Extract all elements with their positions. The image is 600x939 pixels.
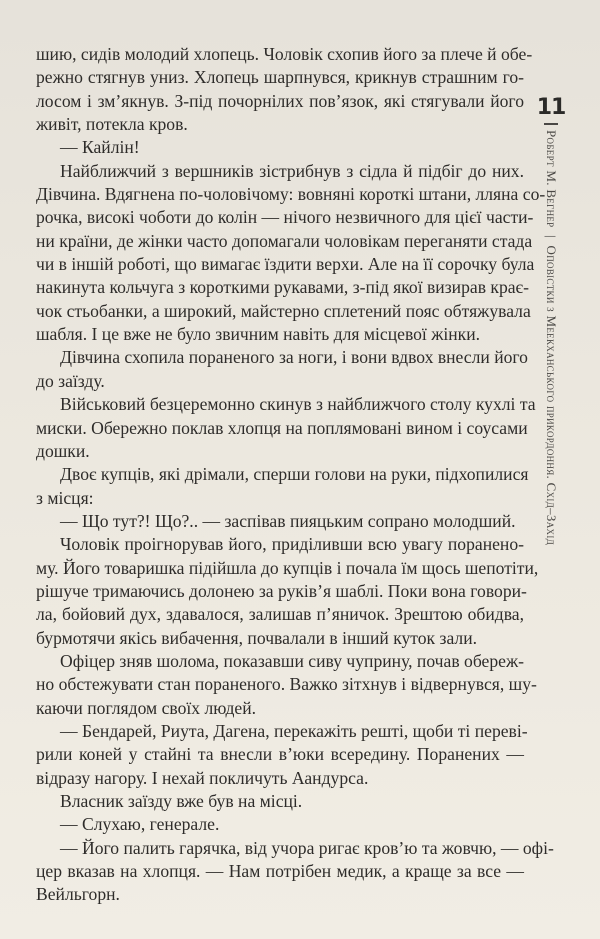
book-title: Оповістки з Меекханського прикордоння. Схід–Захід	[544, 245, 559, 546]
text-line: Дівчина. Вдягнена по-чоловічому: вовняні короткі штани, лляна со-	[36, 184, 546, 205]
text-line: рішуче тримаючись долонею за руків’я шаблі. Поки вона говори-	[36, 580, 527, 601]
text-line: з місця:	[36, 487, 94, 508]
text-line: шабля. І це вже не було звичним навіть для місцевої жінки.	[36, 324, 481, 345]
text-line: рочка, високі чоботи до колін — нічого незвичного для цієї части-	[36, 207, 534, 228]
text-line: — Кайлін!	[60, 137, 140, 158]
text-line: миски. Обережно поклав хлопця на поплямовані вином і соусами	[36, 417, 528, 438]
text-line: ни країни, де жінки часто допомагали чоловікам переганяти стада	[36, 230, 533, 251]
page-number: 11	[536, 95, 566, 120]
text-line: бурмотячи якісь вибачення, почвалали в інший куток зали.	[36, 627, 478, 648]
text-line: Двоє купців, які дрімали, сперши голови на руки, підхопилися	[60, 464, 529, 485]
separator: |	[544, 235, 559, 238]
author-name: Роберт М. Вегнер	[544, 130, 559, 228]
text-line: — Його палить гарячка, від учора ригає кров’ю та жовчю, — офі-	[60, 837, 554, 858]
text-line: — Бендарей, Риута, Дагена, перекажіть решті, щоби ті переві-	[60, 720, 528, 741]
text-line: чи в іншій роботі, що вимагає їздити верхи. Але на її сорочку була	[36, 254, 535, 275]
text-line: рили коней у стайні та внесли в’юки всередину. Поранених —	[36, 744, 524, 765]
text-line: Чоловік проігнорував його, приділивши всю увагу поранено-	[60, 534, 524, 555]
running-head-text	[544, 130, 558, 545]
text-line: накинута кольчуга з короткими рукавами, з-під якої визирав крає-	[36, 277, 529, 298]
text-line: Найближчий з вершників зістрибнув з сідла й підбіг до них.	[60, 160, 524, 181]
text-line: живіт, потекла кров.	[36, 114, 188, 135]
text-line: Власник заїзду вже був на місці.	[60, 791, 303, 811]
divider	[544, 123, 558, 125]
text-line: ла, бойовий дух, здавалося, залишав п’яничок. Зрештою обидва,	[36, 604, 524, 625]
text-line: Офіцер зняв шолома, показавши сиву чуприну, почав обереж-	[60, 650, 524, 671]
text-line: режно стягнув униз. Хлопець шарпнувся, крикнув страшним го-	[36, 67, 524, 88]
text-line: му. Його товаришка підійшла до купців і почала їм щось шепотіти,	[36, 557, 539, 578]
text-line: Дівчина схопила пораненого за ноги, і вони вдвох внесли його	[60, 347, 528, 368]
text-line: відразу нагору. І нехай покличуть Аандурса.	[36, 767, 369, 788]
text-line: чок стьобанки, а широкий, майстерно сплетений пояс обтяжувала	[36, 300, 531, 321]
text-line: дошки.	[36, 440, 90, 461]
running-head	[536, 95, 566, 546]
text-line: но обстежувати стан пораненого. Важко зітхнув і відвернувся, шу-	[36, 674, 537, 695]
text-line: цер вказав на хлопця. — Нам потрібен медик, а краще за все —	[36, 861, 524, 882]
text-line: лосом і зм’якнув. З-під почорнілих пов’язок, які стягували його	[36, 90, 524, 111]
text-line: Військовий безцеремонно скинув з найближчого столу кухлі та	[60, 394, 536, 415]
text-line: до заїзду.	[36, 370, 105, 391]
text-line: — Слухаю, генерале.	[60, 814, 220, 835]
text-line: Вейльгорн.	[36, 884, 120, 905]
text-line: каючи поглядом своїх людей.	[36, 697, 257, 718]
text-line: — Що тут?! Що?.. — заспівав пияцьким сопрано молодший.	[60, 510, 516, 531]
text-line: шию, сидів молодий хлопець. Чоловік схопив його за плече й обе-	[36, 44, 533, 64]
